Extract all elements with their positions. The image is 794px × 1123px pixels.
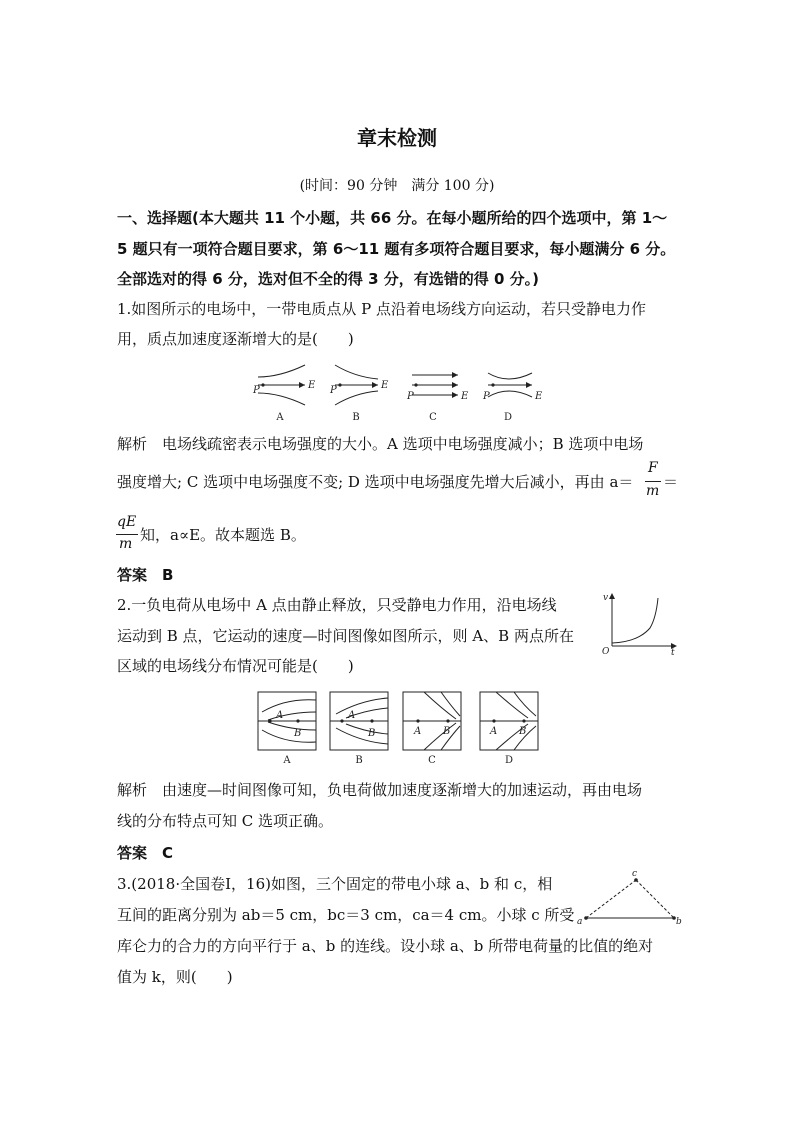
q1-analysis-line-1: 解析 电场线疏密表示电场强度的大小。A 选项中电场强度减小；B 选项中电场 [117, 435, 644, 453]
q1-stem-line-2: 用，质点加速度逐渐增大的是( ) [117, 330, 354, 348]
q2-fig-d-point-b: B [519, 726, 527, 737]
q1-fig-p-label-a: P [253, 385, 260, 396]
q3-fig-label-c: c [632, 869, 638, 879]
q1-equals-sign: ＝ [663, 473, 679, 491]
q1-fig-p-label-c: P [407, 391, 414, 402]
q3-stem-line-4: 值为 k，则( ) [117, 968, 233, 986]
q2-graph-origin-label: O [602, 647, 610, 656]
q2-fig-d-point-a: A [490, 726, 498, 737]
q1-analysis-line-3: 知，a∝E。故本题选 B。 [140, 526, 306, 544]
exam-info: (时间：90 分钟 满分 100 分) [299, 178, 495, 194]
q2-option-c-label: C [428, 755, 436, 766]
q3-fig-label-a: a [577, 917, 583, 927]
q3-stem-line-3: 库仑力的合力的方向平行于 a、b 的连线。设小球 a、b 所带电荷量的比值的绝对 [117, 937, 654, 955]
q1-answer: 答案 B [117, 566, 174, 584]
q2-graph-t-axis-label: t [671, 648, 675, 656]
q2-field-line-figure [256, 690, 546, 766]
q2-option-b-label: B [355, 755, 363, 766]
q1-fig-p-label-b: P [330, 385, 337, 396]
section-line-3: 全部选对的得 6 分，选对但不全的得 3 分，有选错的得 0 分。) [117, 270, 540, 288]
q2-stem-line-3: 区域的电场线分布情况可能是( ) [117, 657, 354, 675]
q3-stem-line-1: 3.(2018·全国卷Ⅰ，16)如图，三个固定的带电小球 a、b 和 c，相 [117, 875, 553, 893]
q2-fig-b-point-a: A [348, 710, 356, 721]
q1-frac-m2-denominator: m [119, 536, 133, 552]
q2-option-d-label: D [504, 755, 514, 766]
q2-stem-line-1: 2.一负电荷从电场中 A 点由静止释放，只受静电力作用，沿电场线 [117, 596, 557, 614]
q2-stem-line-2: 运动到 B 点，它运动的速度—时间图像如图所示，则 A、B 两点所在 [117, 627, 574, 645]
q1-frac-bar-1 [645, 481, 661, 482]
q1-stem-line-1: 1.如图所示的电场中，一带电质点从 P 点沿着电场线方向运动，若只受静电力作 [117, 300, 646, 318]
section-heading: 一、选择题(本大题共 11 个小题，共 66 分。在每小题所给的四个选项中，第 1～ [117, 209, 668, 227]
q2-fig-c-point-b: B [443, 726, 451, 737]
page-title: 章末检测 [357, 126, 437, 150]
q2-analysis-line-2: 线的分布特点可知 C 选项正确。 [117, 812, 334, 830]
q1-field-line-figure [250, 355, 550, 425]
q1-fig-p-label-d: P [483, 391, 490, 402]
q1-fig-e-label-c: E [461, 391, 469, 402]
q2-velocity-time-graph [598, 590, 680, 656]
q1-frac-m-denominator: m [646, 483, 660, 499]
q1-frac-f-numerator: F [648, 460, 658, 476]
q1-frac-bar-2 [116, 534, 138, 535]
q3-stem-line-2: 互间的距离分别为 ab＝5 cm，bc＝3 cm，ca＝4 cm。小球 c 所受 [117, 906, 575, 924]
q1-analysis-line-2: 强度增大; C 选项中电场强度不变; D 选项中电场强度先增大后减小，再由 a＝ [117, 473, 634, 491]
q2-graph-v-axis-label: v [603, 593, 609, 603]
q2-option-a-label: A [283, 755, 291, 766]
q3-fig-label-b: b [676, 917, 682, 927]
q2-fig-b-point-b: B [368, 728, 376, 739]
q1-fig-e-label-d: E [535, 391, 543, 402]
q1-option-c-label: C [429, 412, 437, 423]
q3-triangle-figure [576, 868, 684, 928]
q2-fig-a-point-a: A [276, 710, 284, 721]
q2-fig-c-point-a: A [414, 726, 422, 737]
q2-answer: 答案 C [117, 844, 174, 862]
q1-fig-e-label-b: E [381, 380, 389, 391]
q1-frac-qe-numerator: qE [117, 514, 137, 530]
section-line-2: 5 题只有一项符合题目要求，第 6～11 题有多项符合题目要求，每小题满分 6 分。 [117, 240, 676, 258]
q2-analysis-line-1: 解析 由速度—时间图像可知，负电荷做加速度逐渐增大的加速运动，再由电场 [117, 781, 643, 799]
q1-option-d-label: D [503, 412, 513, 423]
q2-fig-a-point-b: B [294, 728, 302, 739]
q1-fig-e-label-a: E [308, 380, 316, 391]
q1-option-b-label: B [352, 412, 360, 423]
q1-option-a-label: A [276, 412, 284, 423]
